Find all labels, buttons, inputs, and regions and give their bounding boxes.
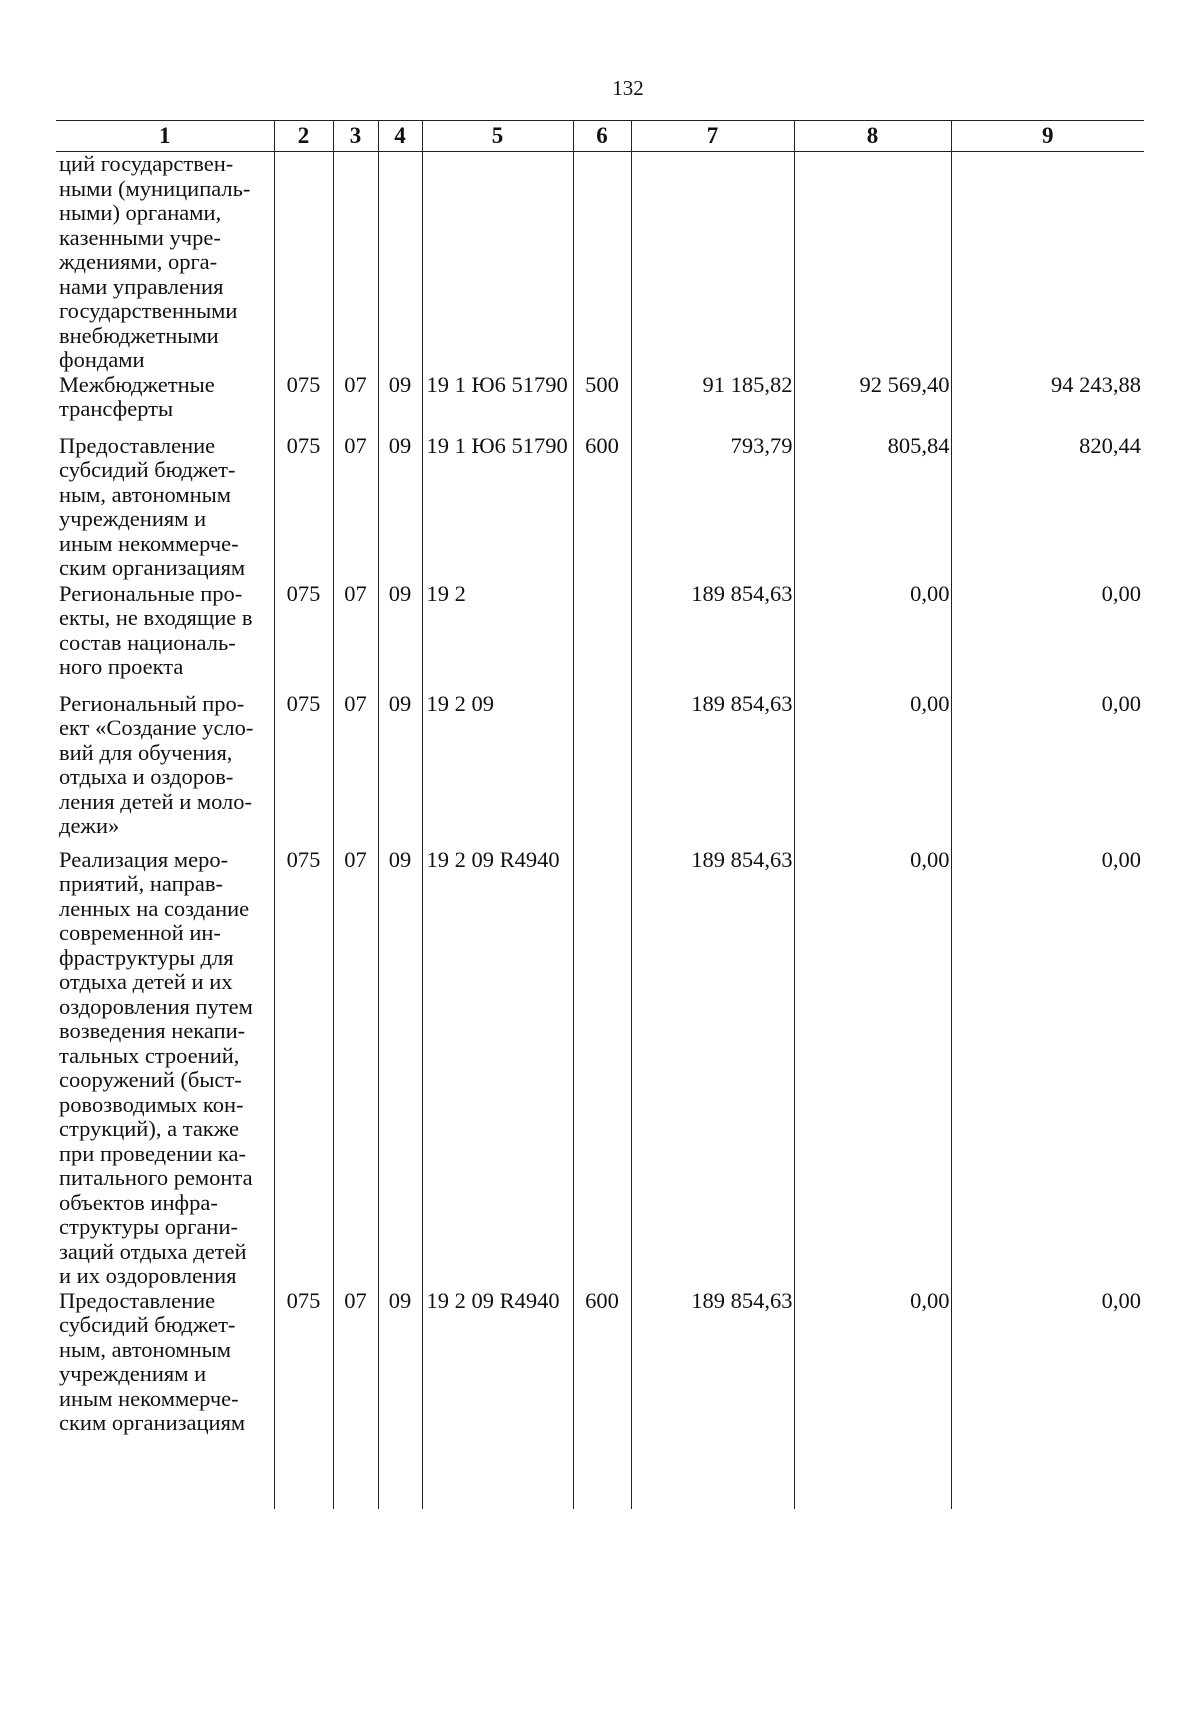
- expense-name-line: учреждениям и: [59, 1361, 207, 1386]
- sum-year-3: 820,44: [951, 434, 1144, 582]
- table-body: [56, 152, 1144, 1509]
- expense-name-line: возведения некапи-: [59, 1018, 246, 1043]
- expense-name-line: Межбюджетные: [59, 371, 215, 397]
- table-row: [56, 152, 1144, 373]
- expense-name-line: фраструктуры для: [59, 944, 234, 970]
- ministry-code: 075: [274, 1289, 333, 1509]
- table-row: [56, 1289, 1144, 1509]
- column-header-7: 7: [631, 121, 794, 152]
- target-article: 19 2 09 R4940: [422, 1289, 573, 1509]
- expense-name: [56, 692, 274, 848]
- expense-name-line: ленных на создание: [59, 895, 250, 921]
- expense-name-line: заций отдыха детей: [59, 1238, 247, 1264]
- expense-name-line: струкций), а также: [59, 1116, 239, 1141]
- sum-year-3: 0,00: [951, 582, 1144, 692]
- expense-name-line: трансферты: [59, 396, 174, 421]
- expense-name-line: внебюджетными: [59, 322, 219, 348]
- sum-year-1: 91 185,82: [631, 373, 794, 434]
- sum-year-2: 0,00: [794, 582, 951, 692]
- ministry-code: 075: [274, 373, 333, 434]
- table-row: [56, 434, 1144, 582]
- subsection-code: 09: [378, 582, 422, 692]
- target-article: 19 1 Ю6 51790: [422, 373, 573, 434]
- expense-name-line: при проведении ка-: [59, 1140, 246, 1166]
- expense-name-line: приятий, направ-: [59, 871, 223, 896]
- expense-name-line: Реализация меро-: [59, 846, 229, 872]
- section-code: [333, 152, 378, 373]
- expense-name-line: вий для обучения,: [59, 739, 233, 765]
- expense-name-line: ными (муниципаль-: [59, 175, 251, 201]
- expense-name: [56, 1289, 274, 1509]
- sum-year-1: 189 854,63: [631, 848, 794, 1289]
- sum-year-2: 0,00: [794, 1289, 951, 1509]
- expense-name-line: субсидий бюджет-: [59, 457, 236, 482]
- target-article: [422, 152, 573, 373]
- expense-type: 600: [573, 1289, 631, 1509]
- target-article: 19 2 09 R4940: [422, 848, 573, 1289]
- column-header-8: 8: [794, 121, 951, 152]
- expense-name-line: оздоровления путем: [59, 993, 253, 1019]
- sum-year-2: 805,84: [794, 434, 951, 582]
- sum-year-1: 793,79: [631, 434, 794, 582]
- column-header-6: 6: [573, 121, 631, 152]
- sum-year-3: [951, 152, 1144, 373]
- expense-name-line: сооружений (быст-: [59, 1067, 242, 1092]
- expense-name-line: Региональный про-: [59, 690, 245, 716]
- subsection-code: 09: [378, 373, 422, 434]
- table-header: [56, 121, 1144, 152]
- expense-name-line: дежи»: [59, 813, 120, 838]
- expense-name-line: ций государствен-: [59, 151, 234, 176]
- column-header-1: 1: [56, 121, 274, 152]
- target-article: 19 1 Ю6 51790: [422, 434, 573, 582]
- target-article: 19 2: [422, 582, 573, 692]
- ministry-code: 075: [274, 692, 333, 848]
- expense-name-line: современной ин-: [59, 920, 221, 945]
- ministry-code: 075: [274, 582, 333, 692]
- expense-name-line: государственными: [59, 298, 238, 323]
- expense-name-line: отдыха детей и их: [59, 969, 233, 994]
- expense-name: [56, 848, 274, 1289]
- sum-year-1: 189 854,63: [631, 1289, 794, 1509]
- expense-name-line: и их оздоровления: [59, 1263, 237, 1288]
- sum-year-2: 0,00: [794, 692, 951, 848]
- column-header-5: 5: [422, 121, 573, 152]
- expense-name-line: отдыха и оздоров-: [59, 764, 234, 789]
- expense-name-line: ским организациям: [59, 555, 246, 580]
- column-header-2: 2: [274, 121, 333, 152]
- expense-name-line: учреждениям и: [59, 506, 207, 531]
- sum-year-1: [631, 152, 794, 373]
- expense-name-line: ект «Создание усло-: [59, 715, 254, 740]
- subsection-code: 09: [378, 1289, 422, 1509]
- expense-name-line: Региональные про-: [59, 580, 243, 606]
- expense-name-line: Предоставление: [59, 432, 216, 458]
- target-article: 19 2 09: [422, 692, 573, 848]
- expense-name-line: структуры органи-: [59, 1214, 239, 1239]
- column-header-3: 3: [333, 121, 378, 152]
- ministry-code: 075: [274, 434, 333, 582]
- expense-name: [56, 152, 274, 373]
- expense-name-line: ровозводимых кон-: [59, 1091, 244, 1117]
- section-code: 07: [333, 848, 378, 1289]
- sum-year-3: 0,00: [951, 1289, 1144, 1509]
- expense-type: [573, 582, 631, 692]
- expense-name-line: казенными учре-: [59, 224, 221, 250]
- table-row: [56, 582, 1144, 692]
- expense-name: [56, 582, 274, 692]
- expense-name-line: Предоставление: [59, 1287, 216, 1313]
- subsection-code: 09: [378, 692, 422, 848]
- expense-type: 600: [573, 434, 631, 582]
- expense-type: 500: [573, 373, 631, 434]
- expense-type: [573, 848, 631, 1289]
- expense-name-line: ления детей и моло-: [59, 788, 253, 814]
- section-code: 07: [333, 434, 378, 582]
- sum-year-3: 94 243,88: [951, 373, 1144, 434]
- expense-name-line: состав националь-: [59, 629, 236, 655]
- expense-name-line: иным некоммерче-: [59, 530, 239, 556]
- ministry-code: 075: [274, 848, 333, 1289]
- table-row: [56, 692, 1144, 848]
- table-row: [56, 373, 1144, 434]
- expense-type: [573, 152, 631, 373]
- table-row: [56, 848, 1144, 1289]
- page-number: 132: [612, 76, 644, 100]
- section-code: 07: [333, 582, 378, 692]
- subsection-code: [378, 152, 422, 373]
- expense-name-line: нами управления: [59, 273, 224, 299]
- expense-name-line: екты, не входящие в: [59, 605, 253, 630]
- expense-name-line: ждениями, орга-: [59, 249, 218, 274]
- column-header-4: 4: [378, 121, 422, 152]
- expense-name-line: иным некоммерче-: [59, 1385, 239, 1411]
- sum-year-2: 0,00: [794, 848, 951, 1289]
- expense-type: [573, 692, 631, 848]
- section-code: 07: [333, 1289, 378, 1509]
- sum-year-2: 92 569,40: [794, 373, 951, 434]
- expense-name-line: ным, автономным: [59, 1336, 231, 1362]
- header-row: [56, 121, 1144, 152]
- ministry-code: [274, 152, 333, 373]
- section-code: 07: [333, 373, 378, 434]
- expense-name-line: субсидий бюджет-: [59, 1312, 236, 1337]
- sum-year-1: 189 854,63: [631, 582, 794, 692]
- expense-name-line: питального ремонта: [59, 1165, 253, 1190]
- expense-name-line: объектов инфра-: [59, 1189, 218, 1215]
- budget-table: [56, 120, 1144, 1509]
- sum-year-1: 189 854,63: [631, 692, 794, 848]
- column-header-9: 9: [951, 121, 1144, 152]
- expense-name: [56, 373, 274, 434]
- expense-name-line: ного проекта: [59, 654, 184, 679]
- section-code: 07: [333, 692, 378, 848]
- expense-name-line: тальных строений,: [59, 1042, 240, 1068]
- expense-name-line: ным, автономным: [59, 481, 231, 507]
- sum-year-3: 0,00: [951, 692, 1144, 848]
- expense-name-line: ским организациям: [59, 1410, 246, 1435]
- expense-name-line: ными) органами,: [59, 200, 222, 225]
- subsection-code: 09: [378, 434, 422, 582]
- sum-year-2: [794, 152, 951, 373]
- sum-year-3: 0,00: [951, 848, 1144, 1289]
- subsection-code: 09: [378, 848, 422, 1289]
- expense-name: [56, 434, 274, 582]
- expense-name-line: фондами: [59, 347, 145, 372]
